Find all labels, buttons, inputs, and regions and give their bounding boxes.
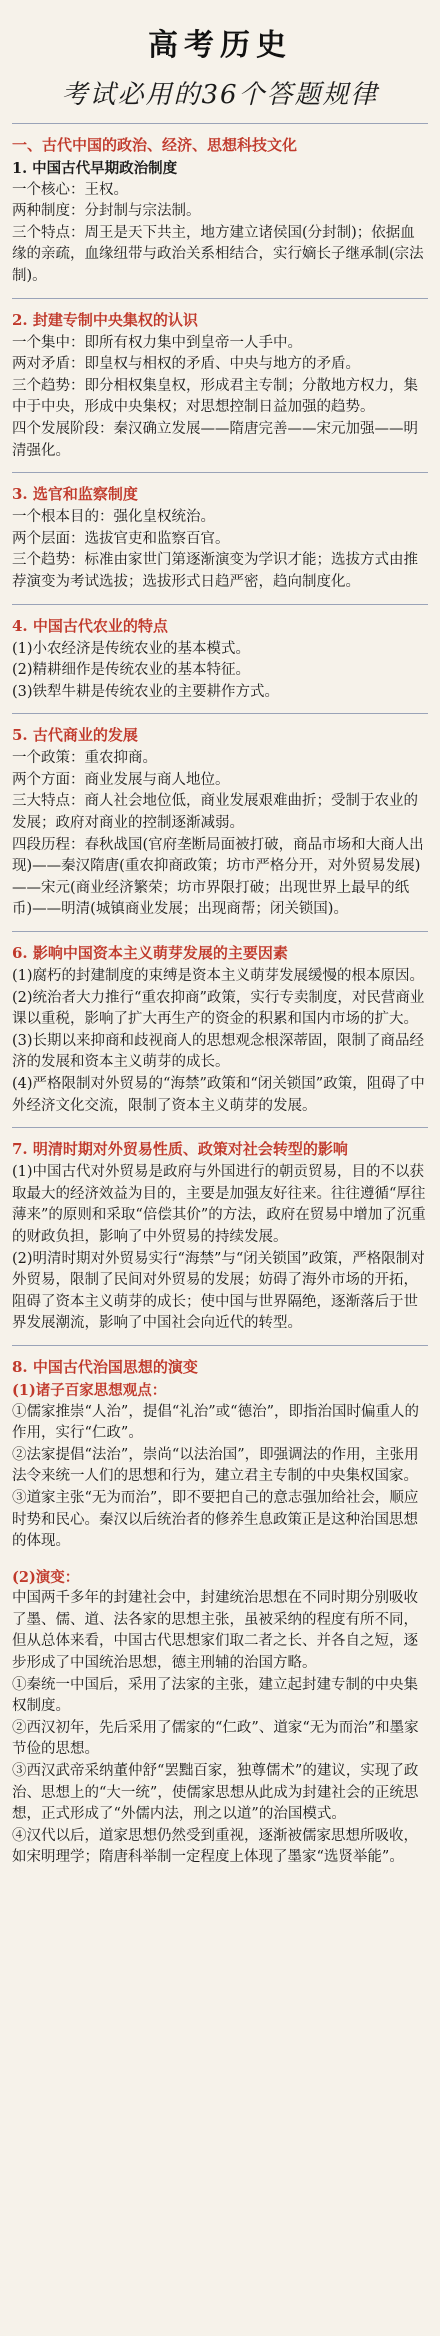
paragraph: ①儒家推崇“人治”，提倡“礼治”或“德治”，即指治国时偏重人的作用，实行“仁政”。 xyxy=(12,1403,419,1442)
section-heading: 3. 选官和监察制度 xyxy=(12,485,138,504)
section-divider xyxy=(12,713,428,714)
paragraph: (4)严格限制对外贸易的“海禁”政策和“闭关锁国”政策，阻碍了中外经济文化交流，限制了资本主义萌芽的发展。 xyxy=(12,1076,425,1114)
section-heading: 8. 中国古代治国思想的演变 xyxy=(12,1357,198,1376)
paragraph: ②西汉初年，先后采用了儒家的“仁政”、道家“无为而治”和墨家节俭的思想。 xyxy=(12,1719,419,1758)
paragraph: 一个根本目的：强化皇权统治。 xyxy=(12,509,215,526)
paragraph: (2)精耕细作是传统农业的基本特征。 xyxy=(12,662,251,679)
section-2 xyxy=(12,309,428,463)
page-subtitle: 考试必用的36个答题规律 xyxy=(61,80,379,110)
paragraph: 四段历程：春秋战国(官府垄断局面被打破，商品市场和大商人出现)——秦汉隋唐(重农抑商政策；坊市严格分开，对外贸易发展)——宋元(商业经济繁荣；坊市界限打破；出现世界上最早的纸币)——明清(城镇商业发展；出现商帮；闭关锁国)。 xyxy=(12,836,424,918)
divider xyxy=(12,123,428,124)
section-divider xyxy=(12,1127,428,1128)
paragraph: (3)长期以来抑商和歧视商人的思想观念根深蒂固，限制了商品经济的发展和资本主义萌芽的成长。 xyxy=(12,1032,425,1071)
paragraph: 三个趋势：标准由家世门第逐渐演变为学识才能；选拔方式由推荐演变为考试选拔；选拔形式日趋严密，趋向制度化。 xyxy=(12,552,418,590)
section-divider xyxy=(12,298,428,299)
paragraph: (3)铁犁牛耕是传统农业的主要耕作方式。 xyxy=(12,683,280,700)
paragraph: 两个方面：商业发展与商人地位。 xyxy=(12,771,230,788)
paragraph: 两对矛盾：即皇权与相权的矛盾、中央与地方的矛盾。 xyxy=(12,356,360,373)
page-title: 高考历史 xyxy=(148,28,292,63)
sections-container xyxy=(12,134,428,1869)
section-divider xyxy=(12,604,428,605)
section-heading: 5. 古代商业的发展 xyxy=(12,726,138,745)
paragraph: 两个层面：选拔官吏和监察百官。 xyxy=(12,530,230,547)
section-heading: 4. 中国古代农业的特点 xyxy=(12,616,168,635)
section-7 xyxy=(12,1138,428,1335)
paragraph: 两种制度：分封制与宗法制。 xyxy=(12,203,201,220)
paragraph: 一个政策：重农抑商。 xyxy=(12,750,157,767)
section-5 xyxy=(12,724,428,921)
paragraph: (1)中国古代对外贸易是政府与外国进行的朝贡贸易，目的不以获取最大的经济效益为目的，主要是加强友好往来。往往遵循“厚往薄来”的原则和采取“倍偿其价”的方法，政府在贸易中增加了沉重的财政负担，影响了中外贸易的持续发展。 xyxy=(12,1164,426,1245)
paragraph: 三个趋势：即分相权集皇权，形成君主专制；分散地方权力，集中于中央，形成中央集权；对思想控制日益加强的趋势。 xyxy=(12,377,418,416)
paragraph: 一个核心：王权。 xyxy=(12,181,128,198)
paragraph: 四个发展阶段：秦汉确立发展——隋唐完善——宋元加强——明清强化。 xyxy=(12,420,418,459)
paragraph: ③西汉武帝采纳董仲舒“罢黜百家，独尊儒术”的建议，实现了政治、思想上的“大一统”，使儒家思想从此成为封建社会的正统思想，正式形成了“外儒内法，刑之以道”的治国模式。 xyxy=(12,1763,419,1823)
paragraph: 三个特点：周王是天下共主，地方建立诸侯国(分封制)；依据血缘的亲疏，血缘纽带与政治关系相结合，实行嫡长子继承制(宗法制)。 xyxy=(12,224,424,284)
paragraph: (1)腐朽的封建制度的束缚是资本主义萌芽发展缓慢的根本原因。 xyxy=(12,968,425,985)
paragraph: ③道家主张“无为而治”，即不要把自己的意志强加给社会，顺应时势和民心。秦汉以后统治者的修养生息政策正是这种治国思想的体现。 xyxy=(12,1489,419,1550)
paragraph: 中国两千多年的封建社会中，封建统治思想在不同时期分别吸收了墨、儒、道、法各家的思想主张，虽被采纳的程度有所不同，但从总体来看，中国古代思想家们取二者之长、并各自之短，逐步形成了中国统治思想，德主刑辅的治国方略。 xyxy=(12,1590,418,1672)
section-heading: 6. 影响中国资本主义萌芽发展的主要因素 xyxy=(12,944,288,963)
paragraph: (2)明清时期对外贸易实行“海禁”与“闭关锁国”政策，严格限制对外贸易，限制了民间对外贸易的发展；妨碍了海外市场的开拓，阻碍了资本主义萌芽的成长；使中国与世界隔绝，逐渐落后于世界发展潮流，影响了中国社会向近代的转型。 xyxy=(12,1250,425,1332)
section-4 xyxy=(12,615,428,704)
section-3 xyxy=(12,483,428,593)
section-8 xyxy=(12,1356,428,1869)
paragraph: ④汉代以后，道家思想仍然受到重视，逐渐被儒家思想所吸收，如宋明理学；隋唐科举制一定程度上体现了墨家“选贤举能”。 xyxy=(12,1827,418,1866)
paragraph: ②法家提倡“法治”，崇尚“以法治国”，即强调法的作用，主张用法令来统一人们的思想和行为，建立君主专制的中央集权国家。 xyxy=(12,1446,419,1485)
section-divider xyxy=(12,931,428,932)
paragraph: 1. 中国古代早期政治制度 xyxy=(12,160,178,177)
section-divider xyxy=(12,1345,428,1346)
paragraph: (2)统治者大力推行“重农抑商”政策，实行专卖制度，对民营商业课以重税，影响了扩大再生产的资金的积累和国内市场的扩大。 xyxy=(12,989,425,1028)
section-heading: 7. 明清时期对外贸易性质、政策对社会转型的影响 xyxy=(12,1140,348,1159)
section-divider xyxy=(12,472,428,473)
paragraph: 三大特点：商人社会地位低，商业发展艰难曲折；受制于农业的发展；政府对商业的控制逐渐减弱。 xyxy=(12,793,418,832)
paragraph: (1)小农经济是传统农业的基本模式。 xyxy=(12,640,251,657)
paragraph: 一个集中：即所有权力集中到皇帝一人手中。 xyxy=(12,334,302,351)
section-heading: 2. 封建专制中央集权的认识 xyxy=(12,310,198,329)
subsection-heading: (2)演变： xyxy=(12,1568,80,1586)
section-1 xyxy=(12,134,428,288)
paragraph: ①秦统一中国后，采用了法家的主张，建立起封建专制的中央集权制度。 xyxy=(12,1676,418,1715)
section-6 xyxy=(12,942,428,1117)
subtitle-wrap xyxy=(12,74,428,111)
section-heading: 一、古代中国的政治、经济、思想科技文化 xyxy=(12,136,298,154)
subsection-heading: (1)诸子百家思想观点： xyxy=(12,1381,167,1399)
